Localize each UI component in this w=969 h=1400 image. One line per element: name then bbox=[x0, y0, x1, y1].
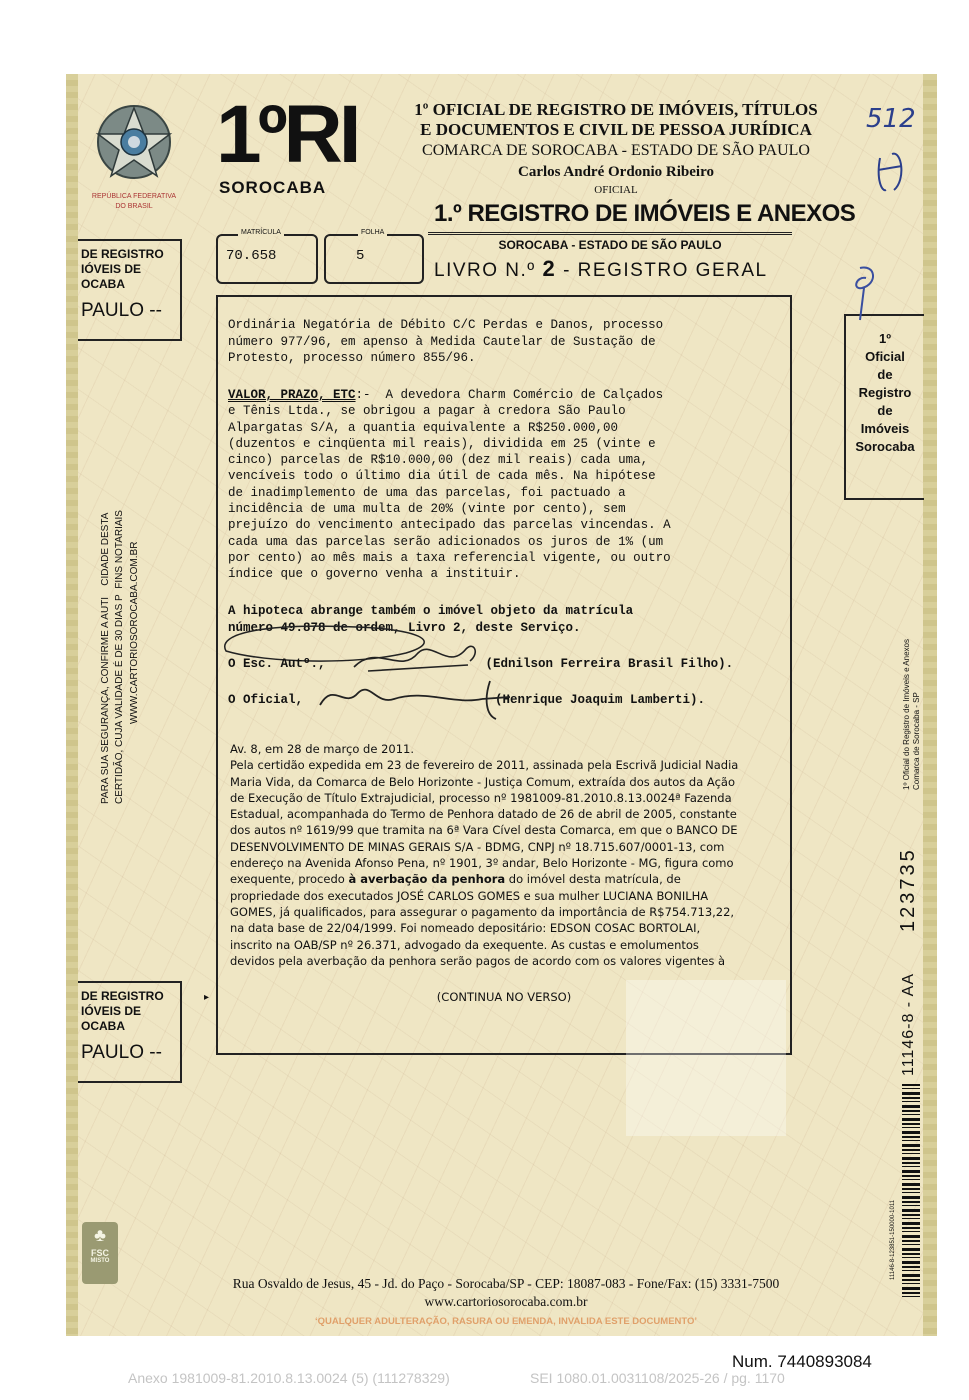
coat-of-arms-icon bbox=[92, 100, 176, 184]
right-border-pattern bbox=[923, 74, 937, 1336]
seal-vertical-text: 1º Oficial do Registro de Imóveis e Anexos Comarca de Sorocaba - SP bbox=[902, 639, 921, 790]
registry-title-rule bbox=[428, 232, 792, 235]
left-border-pattern bbox=[66, 74, 78, 1336]
entry-av8: Av. 8, em 28 de março de 2011. Pela certidão expedida em 23 de fevereiro de 2011, assinada pela Escrivã Judicial Nadia Maria Vida, da Comarca de Belo Horizonte - Justiça Comum, extraída dos autos da Ação de Execução de Título Extrajudicial, processo nº 1981009-81.2010.8.13.0024ª Fazenda Estadual, acompanhada do Termo de Penhora datado de 26 de abril de 2005, constante dos autos nº 1619/99 que tramita na 6ª Vara Cível desta Comarca, em que o BANCO DE DESENVOLVIMENTO DE MINAS GERAIS S/A - BDMG, CNPJ nº 18.715.607/0001-13, com endereço na Avenida Afonso Pena, nº 1901, 3º andar, Belo Horizonte - MG, figura como exequente, procedo à averbação da penhora do imóvel desta matrícula, de propriedade dos executados JOSÉ CARLOS GOMES e sua mulher LUCIANA BONILHA GOMES, já qualificados, para assegurar o pagamento da importância de R$754.713,22, na data base de 22/04/1999. Foi nomeado depositário: EDSON COSAC BORTOLAI, inscrito na OAB/SP nº 26.371, advogado da exequente. As custas e emolumentos devidos pela averbação da penhora serão pagos de acordo com os valores vigentes à bbox=[230, 741, 782, 969]
footer-website: www.cartoriosorocaba.com.br bbox=[424, 1294, 588, 1309]
form-code: 11146-8 - AA bbox=[900, 972, 917, 1076]
registry-logo: 1ºRI bbox=[216, 89, 358, 180]
arrow-marker-icon: ▸ bbox=[204, 992, 210, 1003]
valor-label: VALOR, PRAZO, ETC bbox=[228, 388, 356, 402]
entry-para-1: Ordinária Negatória de Débito C/C Perdas e Danos, processo número 977/96, em apenso à Medida Cautelar de Sustação de Protesto, processo número 855/96. bbox=[228, 318, 664, 365]
oficial-signature-icon bbox=[314, 675, 514, 728]
entry-hipoteca: A hipoteca abrange também o imóvel objeto da matrícula número 49.878 de ordem, Livro 2, deste Serviço. bbox=[228, 604, 634, 635]
officer-title: OFICIAL bbox=[594, 184, 638, 196]
folha-box: FOLHA 5 bbox=[324, 234, 424, 284]
watermark bbox=[626, 980, 786, 1136]
right-stamp: 1º Oficial de Registro de Imóveis Sorocaba bbox=[844, 314, 924, 500]
logo-city: SOROCABA bbox=[219, 178, 327, 197]
vertical-note-3: WWW.CARTORIOSOROCABA.COM.BR bbox=[129, 541, 140, 724]
matricula-box: MATRÍCULA 70.658 bbox=[216, 234, 318, 284]
certificate-sheet bbox=[66, 74, 937, 1336]
sei-reference: SEI 1080.01.0031108/2025-26 / pg. 1170 bbox=[530, 1370, 785, 1386]
registry-entry-box bbox=[216, 295, 792, 1055]
folha-value: 5 bbox=[356, 248, 365, 264]
vertical-note-2: CERTIDÃO, CUJA VALIDADE É DE 30 DIAS P FINS NOTARIAIS bbox=[114, 510, 125, 804]
continua-note: (CONTINUA NO VERSO) bbox=[436, 990, 572, 1004]
handwritten-mark-icon bbox=[872, 140, 912, 205]
oficial-signature-line: O Oficial, (Henrique Joaquim Lamberti). bbox=[228, 693, 706, 707]
barcode-text: 11146-8-123851-150000-1011 bbox=[890, 1199, 896, 1280]
coat-caption: REPÚBLICA FEDERATIVA DO BRASIL bbox=[91, 193, 177, 210]
matricula-value: 70.658 bbox=[226, 248, 277, 264]
esc-signature-line: O Esc. Autº., (Ednilson Ferreira Brasil Filho). bbox=[228, 657, 734, 671]
fsc-logo-icon: ♣ FSC MISTO bbox=[82, 1222, 118, 1284]
footer-address: Rua Osvaldo de Jesus, 45 - Jd. do Paço - Sorocaba/SP - CEP: 18087-083 - Fone/Fax: (15) 3331-7500 bbox=[232, 1276, 780, 1291]
serial-number: 123735 bbox=[897, 847, 919, 932]
comarca-line: COMARCA DE SOROCABA - ESTADO DE SÃO PAULO bbox=[422, 142, 810, 159]
anexo-reference: Anexo 1981009-81.2010.8.13.0024 (5) (111278329) bbox=[128, 1370, 450, 1386]
handwritten-number: 512 bbox=[866, 104, 916, 134]
barcode-icon bbox=[902, 1084, 920, 1300]
registry-subtitle: SOROCABA - ESTADO DE SÃO PAULO bbox=[498, 238, 722, 252]
officer-name: Carlos André Ordonio Ribeiro bbox=[518, 164, 714, 180]
left-stamp-top: DE REGISTRO IÓVEIS DE OCABA PAULO -- bbox=[78, 239, 182, 341]
office-heading: 1º OFICIAL DE REGISTRO DE IMÓVEIS, TÍTULOS E DOCUMENTOS E CIVIL DE PESSOA JURÍDICA bbox=[414, 100, 818, 139]
book-line: LIVRO N.º 2 - REGISTRO GERAL bbox=[434, 256, 768, 281]
av8-heading: Av. 8, em 28 de março de 2011. bbox=[230, 742, 414, 756]
registry-title: 1.º REGISTRO DE IMÓVEIS E ANEXOS bbox=[434, 200, 856, 227]
document-number: Num. 7440893084 bbox=[732, 1352, 872, 1371]
left-stamp-bottom: DE REGISTRO IÓVEIS DE OCABA PAULO -- bbox=[78, 981, 182, 1083]
footer-warning: ‘QUALQUER ADULTERAÇÃO, RASURA OU EMENDA, INVALIDA ESTE DOCUMENTO’ bbox=[314, 1316, 698, 1327]
vertical-note-1: PARA SUA SEGURANÇA, CONFIRME A AUTI CIDADE DESTA bbox=[100, 512, 111, 804]
handwritten-initial-icon bbox=[846, 264, 886, 329]
entry-valor-section: VALOR, PRAZO, ETC:- A devedora Charm Comércio de Calçados e Tênis Ltda., se obrigou a pagar à credora São Paulo Alpargatas S/A, a quantia equivalente a R$250.000,00 (duzentos e cinqüenta mil reais), dividida em 25 (vinte e cinco) parcelas de R$10.000,00 (dez mil reais) cada uma, vencíveis todo o último dia útil de cada mês. Na hipótese de inadimplemento de uma das parcelas, foi pactuado a incidência de uma multa de 20% (vinte por cento), sem prejuízo do vencimento antecipado das parcelas vincendas. A cada uma das parcelas serão adicionados os juros de 1% (um por cento) ao mês mais a taxa referencial vigente, ou outro índice que o governo venha a instituir. bbox=[228, 388, 671, 582]
